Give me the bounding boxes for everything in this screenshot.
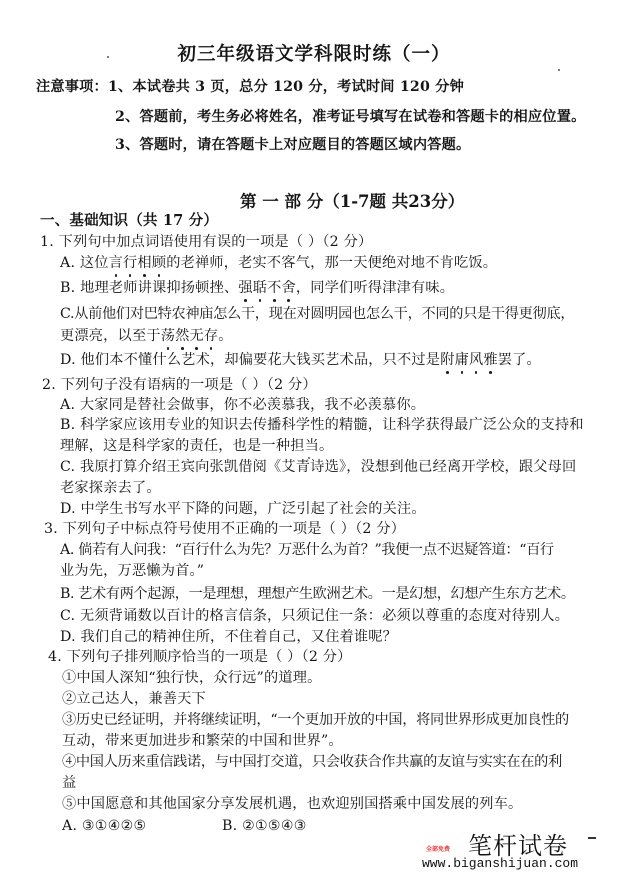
option-text: 的老禅师，老实不客气，那一天便绝对地不肯吃饭。 [166, 255, 498, 271]
q4-sentence-5: ⑤中国愿意和其他国家分享发展机遇，也欢迎别国搭乘中国发展的列车。 [62, 796, 523, 812]
dash-mark [588, 837, 596, 839]
notes-text-1: 1、本试卷共 3 页，总分 120 分，考试时间 120 分钟 [107, 79, 464, 95]
emphasized-word: 言行相顾 [109, 254, 167, 272]
option-label: C. [60, 459, 76, 475]
option-label: B. [60, 586, 75, 602]
scan-speck [558, 69, 560, 71]
question-text: 下列句子中标点符号使用不正确的一项是（ ）（2 分） [62, 521, 406, 537]
q3-option-c [60, 607, 569, 625]
question-number: 3. [44, 521, 58, 537]
option-label: B. [60, 417, 76, 433]
q1-option-d [60, 351, 541, 369]
question-number: 4. [48, 649, 62, 665]
q2-option-b-cont: 理解，这是科学家的责任，也是一种担当。 [60, 438, 334, 454]
q4-option-a [62, 817, 146, 835]
question-4-stem [48, 648, 352, 666]
q2-option-c [60, 458, 576, 476]
option-label: D. [60, 629, 76, 645]
option-label: D. [60, 501, 76, 517]
q1-option-c-line1 [60, 305, 574, 323]
q1-option-c-line2 [60, 327, 233, 345]
option-text: ，同学们听得津津有味。 [295, 280, 455, 296]
question-3-stem [44, 520, 405, 538]
emphasized-word: 强聒不舍 [238, 279, 296, 297]
question-2-stem [42, 376, 317, 394]
notes-item-3: 3、答题时，请在答题卡上对应题目的答题区域内答题。 [115, 137, 471, 153]
option-text: 中学生书写水平下降的问题，广泛引起了社会的关注。 [80, 501, 426, 517]
q3-option-d [60, 628, 397, 646]
option-label: C. [60, 608, 76, 624]
option-text: 罢了。 [497, 352, 541, 368]
scan-speck [107, 56, 109, 58]
option-text: 我们自己的精神住所，不住着自己，又住着谁呢？ [80, 629, 398, 645]
q1-option-b [60, 279, 454, 297]
watermark [422, 826, 606, 886]
notes-label: 注意事项： [36, 79, 108, 95]
notes-item-1 [36, 78, 464, 96]
section-heading: 一、基础知识（共 17 分） [40, 212, 219, 229]
part-heading: 第 一 部 分（1-7题 共23分） [240, 192, 465, 211]
option-text: 地理老师讲课抑扬顿挫、 [80, 280, 239, 296]
q4-sentence-4: ④中国人历来重信践诺，与中国打交道，只会收获合作共赢的友谊与实实在在的利 [62, 754, 562, 770]
option-text: 。 [218, 328, 233, 344]
option-label: A. [60, 255, 76, 271]
option-text: 从前他们对巴特农神庙怎么干，现在对圆明园也怎么干，不同的只是干得更彻底， [74, 306, 575, 322]
q4-sentence-4-cont: 益 [62, 775, 77, 791]
question-1-stem [40, 233, 372, 251]
option-text: ③①④②⑤ [81, 818, 147, 834]
emphasized-word: 荡然无存 [161, 327, 219, 345]
q2-option-a [60, 396, 425, 414]
question-text: 下列句子没有语病的一项是（ ）（2 分） [60, 377, 317, 393]
scan-speck [308, 457, 310, 459]
option-text: 倘若有人问我：“百行什么为先？万恶什么为首？”我便一点不迟疑答道：“百行 [78, 542, 554, 558]
q4-sentence-2: ②立己达人，兼善天下 [62, 691, 206, 707]
watermark-url: www.biganshijuan.com [422, 856, 579, 871]
q1-option-a [60, 254, 497, 272]
emphasized-word: 附庸风雅 [440, 351, 498, 369]
option-text: 艺术有两个起源，一是理想，理想产生欧洲艺术。一是幻想，幻想产生东方艺术。 [78, 586, 575, 602]
option-text: 更漂亮，以至于 [60, 328, 161, 344]
watermark-badge: 全部免费 [426, 846, 451, 853]
q4-sentence-3-cont: 互动，带来更加进步和繁荣的中国和世界”。 [62, 733, 343, 749]
q2-option-b [60, 416, 584, 434]
option-text: 我原打算介绍王宾向张凯借阅《艾青诗选》，没想到他已经离开学校，跟父母回 [79, 459, 577, 475]
q4-sentence-1: ①中国人深知“独行快，众行远”的道理。 [62, 670, 322, 686]
option-label: B. [222, 818, 238, 834]
option-label: A. [62, 818, 78, 834]
q2-option-d [60, 500, 426, 518]
question-text: 下列句中加点词语使用有误的一项是（ ）（2 分） [58, 234, 373, 250]
q3-option-a [60, 541, 554, 559]
option-label: B. [60, 280, 76, 296]
option-label: A. [60, 542, 74, 558]
question-number: 1. [40, 234, 54, 250]
q3-option-a-cont: 业为先，万恶懒为首。” [60, 563, 205, 579]
option-text: 这位 [79, 255, 109, 271]
option-text: ②①⑤④③ [242, 818, 307, 834]
option-text: 他们本不懂什么艺术，却偏要花大钱买艺术品，只不过是 [80, 352, 441, 368]
notes-item-2: 2、答题前，考生务必将姓名，准考证号填写在试卷和答题卡的相应位置。 [115, 109, 586, 125]
option-text: 科学家应该用专业的知识去传播科学性的精髓，让科学获得最广泛公众的支持和 [80, 417, 584, 433]
question-text: 下列句子排列顺序恰当的一项是（ ）（2 分） [66, 649, 352, 665]
q2-option-c-cont: 老家探亲去了。 [60, 480, 161, 496]
option-label: C. [60, 306, 75, 322]
q4-option-b [222, 817, 307, 835]
question-number: 2. [42, 377, 56, 393]
option-label: A. [60, 397, 76, 413]
option-label: D. [60, 352, 76, 368]
exam-title: 初三年级语文学科限时练（一） [177, 44, 451, 65]
option-text: 无须背诵数以百计的格言信条，只须记住一条：必须以尊重的态度对待别人。 [79, 608, 570, 624]
q4-sentence-3: ③历史已经证明，并将继续证明，“一个更加开放的中国，将同世界形成更加良性的 [62, 712, 569, 728]
q3-option-b [60, 585, 575, 603]
option-text: 大家同是替社会做事，你不必羡慕我，我不必羡慕你。 [79, 397, 426, 413]
watermark-title: 笔杆试卷 [468, 832, 568, 860]
